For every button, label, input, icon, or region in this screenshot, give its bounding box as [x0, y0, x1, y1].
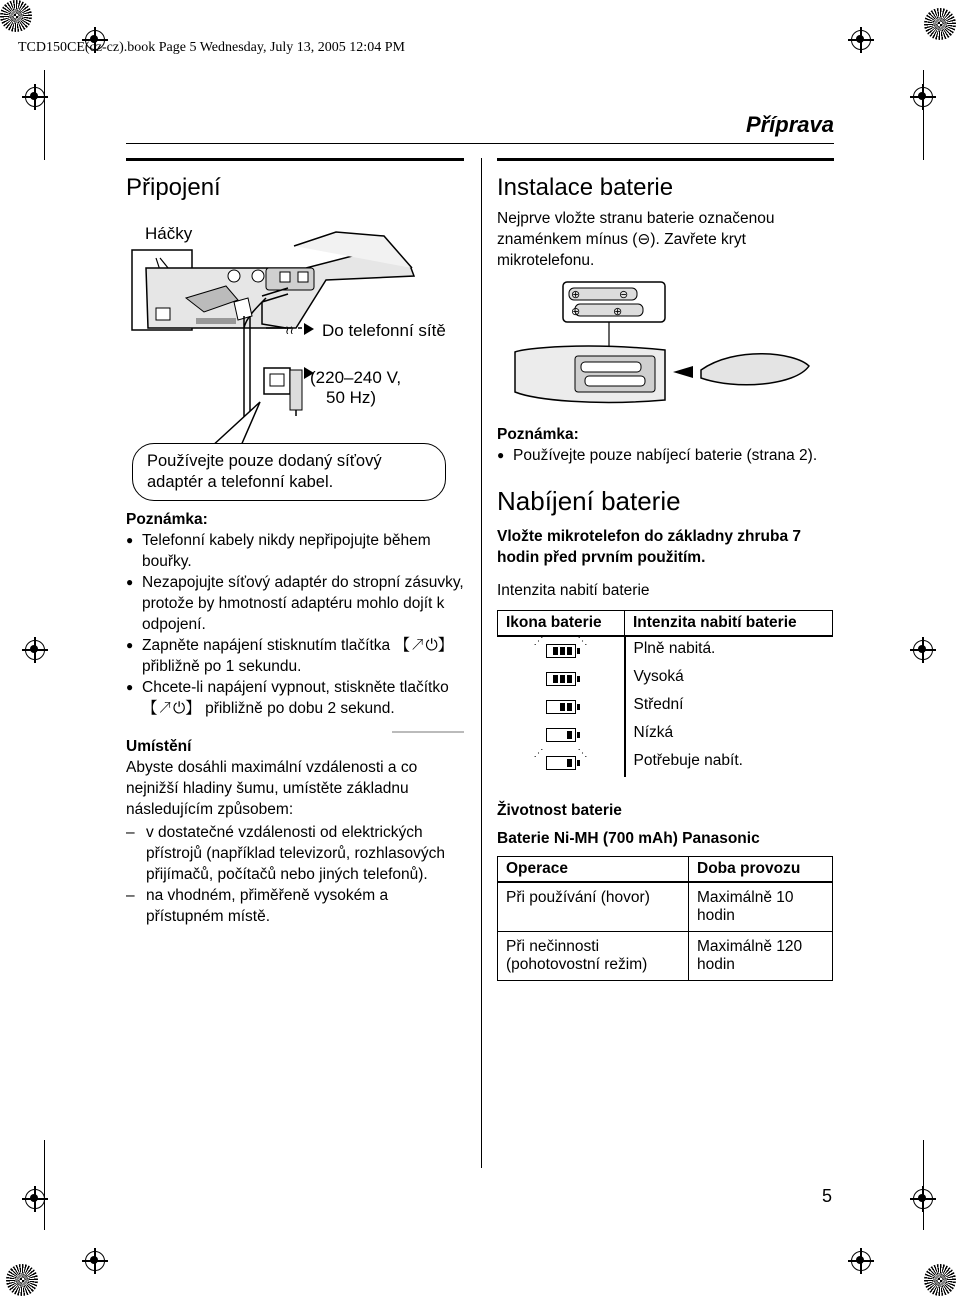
phone-line-label: Do telefonní sítě [322, 321, 446, 340]
section-title-battery-install: Instalace baterie [497, 174, 674, 201]
registration-mark [910, 637, 936, 663]
placement-item: – v dostatečné vzdálenosti od elektrických přístrojů (například televizorů, rozhlasových přijímačů, počítačů nebo jiných telefonů). [126, 822, 466, 885]
svg-text:⊖: ⊖ [571, 306, 581, 318]
table-row [498, 932, 833, 981]
power-label-voltage: (220–240 V, [310, 368, 402, 387]
power-label [310, 368, 401, 408]
chapter-title: Příprava [745, 112, 834, 137]
battery-icon-cell [498, 749, 625, 777]
table-cell: Maximálně 10 hodin [689, 882, 833, 932]
table-row [498, 693, 833, 721]
note-item: ● Používejte pouze nabíjecí baterie (strana 2). [497, 445, 837, 466]
battery-note [497, 424, 837, 466]
placement-item: – na vhodném, přiměřeně vysokém a přístupném místě. [126, 885, 466, 927]
note-item [126, 635, 466, 677]
crop-line [923, 1140, 924, 1230]
table-header-row [498, 857, 833, 883]
corner-rosette-icon [6, 1264, 38, 1296]
note-text: přibližně po 1 sekundu. [142, 658, 302, 675]
table-header: Doba provozu [689, 857, 833, 883]
adapter-callout: Používejte pouze dodaný síťový adaptér a telefonní kabel. [132, 443, 446, 501]
crop-line [44, 1140, 45, 1230]
hooks-label: Háčky [145, 224, 193, 243]
note-item: ● Nezapojujte síťový adaptér do stropní zásuvky, protože by hmotností adaptéru mohlo dojít k odpojení. [126, 572, 466, 635]
placement-rule [392, 731, 464, 733]
table-row [498, 882, 833, 932]
battery-life-table-wrap [497, 856, 833, 981]
note-heading: Poznámka: [126, 511, 208, 528]
book-header: TCD150CE(cz-cz).book Page 5 Wednesday, July 13, 2005 12:04 PM [18, 40, 405, 55]
power-label-frequency: 50 Hz) [326, 388, 377, 407]
placement-heading: Umístění [126, 738, 192, 755]
svg-text:⊕: ⊕ [613, 306, 623, 318]
battery-icon-cell [498, 693, 625, 721]
battery-level-label: Nízká [625, 721, 833, 749]
table-row [498, 665, 833, 693]
svg-text:⊕: ⊕ [571, 289, 581, 301]
battery-life-subheading: Baterie Ni-MH (700 mAh) Panasonic [497, 830, 760, 847]
battery-life-heading: Životnost baterie [497, 802, 622, 819]
power-key-symbol: 【↗⏻】 [394, 637, 454, 654]
corner-rosette-icon [924, 1264, 956, 1296]
battery-level-label: Střední [625, 693, 833, 721]
section-rule [497, 158, 834, 161]
power-key-symbol: 【↗⏻】 [142, 700, 201, 717]
note-item: ● Telefonní kabely nikdy nepřipojujte během bouřky. [126, 530, 466, 572]
battery-level-label: Plně nabitá. [625, 636, 833, 665]
battery-icon-cell [498, 721, 625, 749]
table-header: Operace [498, 857, 689, 883]
page-number: 5 [822, 1186, 833, 1206]
registration-mark [22, 637, 48, 663]
table-cell: Při nečinnosti (pohotovostní režim) [498, 932, 689, 981]
battery-icon [538, 696, 584, 718]
note-text: přibližně po dobu 2 sekund. [205, 700, 395, 717]
battery-icon-cell [498, 636, 625, 665]
battery-install-intro: Nejprve vložte stranu baterie označenou znaménkem mínus (⊖). Zavřete kryt mikrotelefonu. [497, 210, 775, 269]
chapter-rule [126, 143, 834, 144]
column-divider [481, 158, 482, 1168]
battery-level-table-wrap [497, 610, 833, 777]
table-row [498, 721, 833, 749]
table-header: Intenzita nabití baterie [625, 611, 833, 637]
connection-notes [126, 509, 466, 719]
table-cell: Při používání (hovor) [498, 882, 689, 932]
battery-flashing-icon: ⋰ ⋱ [538, 640, 584, 662]
placement-text: Abyste dosáhli maximální vzdálenosti a co nejnižší hladiny šumu, umístěte základnu následujícím způsobem: [126, 759, 418, 818]
battery-life-table [497, 856, 833, 981]
table-row [498, 749, 833, 777]
battery-flashing-icon: ⋰ ⋱ [538, 752, 584, 774]
note-text: Zapněte napájení stisknutím tlačítka [142, 637, 391, 654]
battery-level-table [497, 610, 833, 777]
corner-rosette-icon [0, 0, 32, 32]
crop-line [44, 70, 45, 160]
svg-text:⊖: ⊖ [619, 289, 629, 301]
corner-rosette-icon [924, 8, 956, 40]
section-rule [126, 158, 464, 161]
battery-install-diagram [505, 280, 815, 415]
battery-level-heading: Intenzita nabití baterie [497, 582, 650, 599]
battery-level-label: Potřebuje nabít. [625, 749, 833, 777]
battery-level-label: Vysoká [625, 665, 833, 693]
note-text: Chcete-li napájení vypnout, stiskněte tlačítko [142, 679, 449, 696]
section-title-charging: Nabíjení baterie [497, 486, 681, 516]
charging-instruction: Vložte mikrotelefon do základny zhruba 7 hodin před prvním použitím. [497, 528, 802, 566]
registration-mark [82, 1248, 108, 1274]
note-item [126, 677, 466, 719]
registration-mark [848, 1248, 874, 1274]
battery-icon [538, 668, 584, 690]
battery-icon [538, 724, 584, 746]
note-heading: Poznámka: [497, 426, 579, 443]
svg-text:≀≀: ≀≀ [285, 323, 294, 337]
placement-section [126, 736, 466, 927]
crop-line [923, 70, 924, 160]
table-row [498, 636, 833, 665]
table-header-row [498, 611, 833, 637]
table-cell: Maximálně 120 hodin [689, 932, 833, 981]
battery-icon-cell [498, 665, 625, 693]
registration-mark [848, 27, 874, 53]
table-header: Ikona baterie [498, 611, 625, 637]
section-title-connection: Připojení [126, 174, 221, 201]
